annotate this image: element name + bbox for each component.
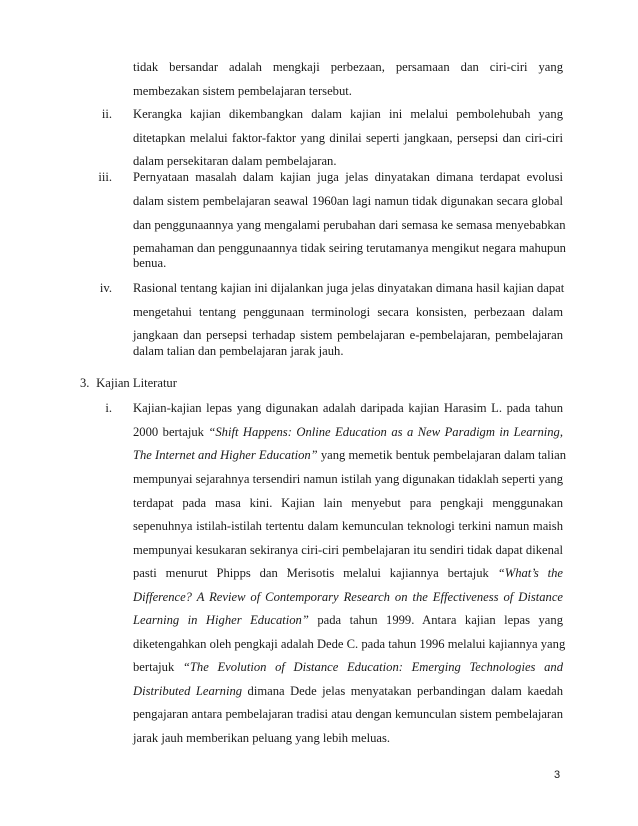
italic-title: Learning in Higher Education” [133, 613, 309, 627]
paragraph-line [133, 564, 563, 583]
text-run: pasti menurut Phipps dan Merisotis melalui kajiannya bertajuk [133, 566, 498, 580]
paragraph-line: ditetapkan melalui faktor-faktor yang dinilai seperti jangkaan, persepsi dan ciri-ciri [133, 131, 563, 145]
text-run: pada tahun 1999. Antara kajian lepas yang [308, 613, 563, 627]
text-run: yang memetik bentuk pembelajaran dalam talian [317, 448, 566, 462]
paragraph-line: mempunyai sejarahnya tersendiri namun istilah yang digunakan tidaklah seperti yang [133, 472, 563, 486]
paragraph-line: Kajian-kajian lepas yang digunakan adalah daripada kajian Harasim L. pada tahun [133, 401, 563, 415]
paragraph-line: benua. [133, 256, 167, 270]
paragraph-line: pengajaran antara pembelajaran tradisi atau dengan kemunculan sistem pembelajaran [133, 707, 563, 721]
paragraph-line: tidak bersandar adalah mengkaji perbezaan, persamaan dan ciri-ciri yang [133, 60, 563, 74]
paragraph-line [133, 611, 563, 630]
paragraph-line: terdapat pada masa kini. Kajian lain menyebut para pengkaji menggunakan [133, 496, 563, 510]
paragraph-line [133, 588, 563, 607]
paragraph-line: jarak jauh memberikan peluang yang lebih meluas. [133, 731, 391, 745]
list-numeral: iv. [99, 281, 112, 295]
text-run: dimana Dede jelas menyatakan perbandingan dalam kaedah [242, 684, 563, 698]
paragraph-line: jangkaan dan persepsi terhadap sistem pembelajaran e-pembelajaran, pembelajaran [133, 328, 563, 342]
paragraph-line: Rasional tentang kajian ini dijalankan juga jelas dinyatakan dimana hasil kajian dapat [133, 281, 565, 295]
section-title: Kajian Literatur [96, 376, 177, 390]
paragraph-line: Pernyataan masalah dalam kajian juga jelas dinyatakan dimana terdapat evolusi [133, 170, 563, 184]
section-heading [80, 374, 177, 393]
paragraph-line: sepenuhnya istilah-istilah tertentu dalam kemunculan teknologi terkini namun maish [133, 519, 563, 533]
text-run: 2000 bertajuk [133, 425, 209, 439]
italic-title: “What’s the [497, 566, 564, 580]
paragraph-line: membezakan sistem pembelajaran tersebut. [133, 84, 352, 98]
italic-title: The Internet and Higher Education” [133, 448, 318, 462]
page-number: 3 [554, 769, 561, 781]
italic-title: Difference? A Review of Contemporary Research on the Effectiveness of Distance [133, 590, 563, 604]
list-numeral: ii. [101, 107, 112, 121]
paragraph-line: dalam sistem pembelajaran seawal 1960an lagi namun tidak digunakan secara global [133, 194, 563, 208]
paragraph-line: dalam persekitaran dalam pembelajaran. [133, 154, 337, 168]
paragraph-line: dalam talian dan pembelajaran jarak jauh. [133, 344, 344, 358]
paragraph-line: mempunyai kesukaran sekiranya ciri-ciri pembelajaran itu sendiri tidak dapat dikenal [133, 543, 563, 557]
italic-title: Distributed Learning [133, 684, 243, 698]
paragraph-line: Kerangka kajian dikembangkan dalam kajian ini melalui pembolehubah yang [133, 107, 563, 121]
paragraph-line [133, 682, 563, 701]
paragraph-line [133, 446, 566, 465]
section-number: 3. [80, 376, 90, 390]
italic-title: “Shift Happens: Online Education as a New Paradigm in Learning, [208, 425, 563, 439]
paragraph-line: pemahaman dan penggunaannya tidak seiring terutamanya mengikut negara mahupun [133, 241, 566, 255]
list-numeral: iii. [98, 170, 112, 184]
paragraph-line [133, 423, 563, 442]
text-run: bertajuk [133, 660, 183, 674]
list-numeral: i. [105, 401, 112, 415]
italic-title: “The Evolution of Distance Education: Emerging Technologies and [182, 660, 563, 674]
paragraph-line: diketengahkan oleh pengkaji adalah Dede C. pada tahun 1996 melalui kajiannya yang [133, 637, 566, 651]
paragraph-line: mengetahui tentang penggunaan terminologi secara konsisten, perbezaan dalam [133, 305, 563, 319]
paragraph-line: dan penggunaannya yang mengalami perubahan dari semasa ke semasa menyebabkan [133, 218, 566, 232]
paragraph-line [133, 658, 563, 677]
